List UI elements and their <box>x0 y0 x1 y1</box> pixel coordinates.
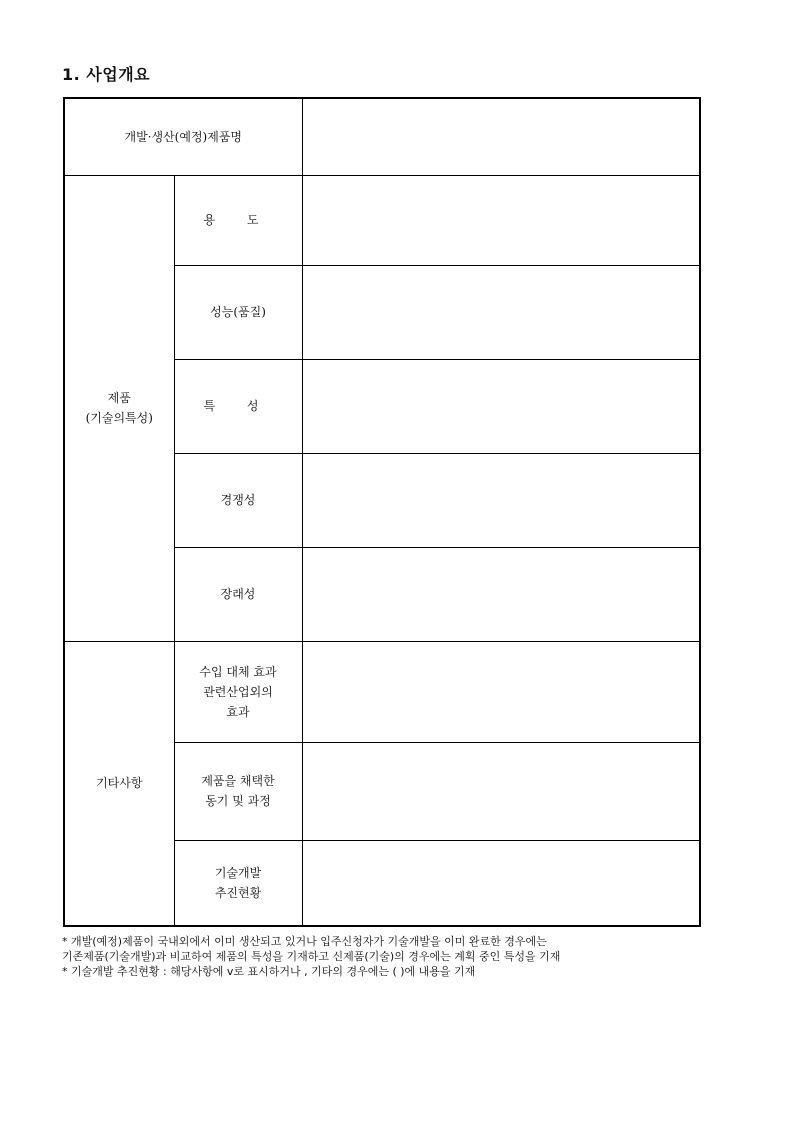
adoption-motive-field[interactable] <box>302 742 700 840</box>
product-group-label: 제품 (기술의특성) <box>64 175 174 641</box>
usage-label: 용 도 <box>174 175 302 265</box>
import-substitution-field[interactable] <box>302 641 700 742</box>
performance-field[interactable] <box>302 265 700 359</box>
competitiveness-field[interactable] <box>302 453 700 547</box>
prospects-label: 장래성 <box>174 547 302 641</box>
footnote-1: * 개발(예정)제품이 국내외에서 이미 생산되고 있거나 입주신청자가 기술개발을 이미 완료한 경우에는 <box>62 935 547 948</box>
prospects-field[interactable] <box>302 547 700 641</box>
other-group-label: 기타사항 <box>64 641 174 926</box>
adoption-motive-label: 제품을 채택한 동기 및 과정 <box>174 742 302 840</box>
product-name-label: 개발·생산(예정)제품명 <box>64 98 302 175</box>
usage-field[interactable] <box>302 175 700 265</box>
competitiveness-label: 경쟁성 <box>174 453 302 547</box>
footnotes <box>62 934 712 979</box>
product-name-row <box>64 98 700 175</box>
characteristics-label: 특 성 <box>174 359 302 453</box>
import-substitution-label: 수입 대체 효과 관련산업외의 효과 <box>174 641 302 742</box>
characteristics-field[interactable] <box>302 359 700 453</box>
product-row-usage <box>64 175 700 265</box>
tech-dev-status-field[interactable] <box>302 840 700 926</box>
section-heading: 1. 사업개요 <box>62 65 151 84</box>
footnote-1-continued: 기존제품(기술개발)과 비교하여 제품의 특성을 기재하고 신제품(기술)의 경우에는 계획 중인 특성을 기재 <box>62 950 561 963</box>
tech-dev-status-label: 기술개발 추진현황 <box>174 840 302 926</box>
business-overview-table <box>63 97 701 927</box>
footnote-2: * 기술개발 추진현황 : 해당사항에 v로 표시하거나 , 기타의 경우에는 ( )에 내용을 기재 <box>62 965 476 978</box>
other-row-import-substitution <box>64 641 700 742</box>
performance-label: 성능(품질) <box>174 265 302 359</box>
product-name-field[interactable] <box>302 98 700 175</box>
